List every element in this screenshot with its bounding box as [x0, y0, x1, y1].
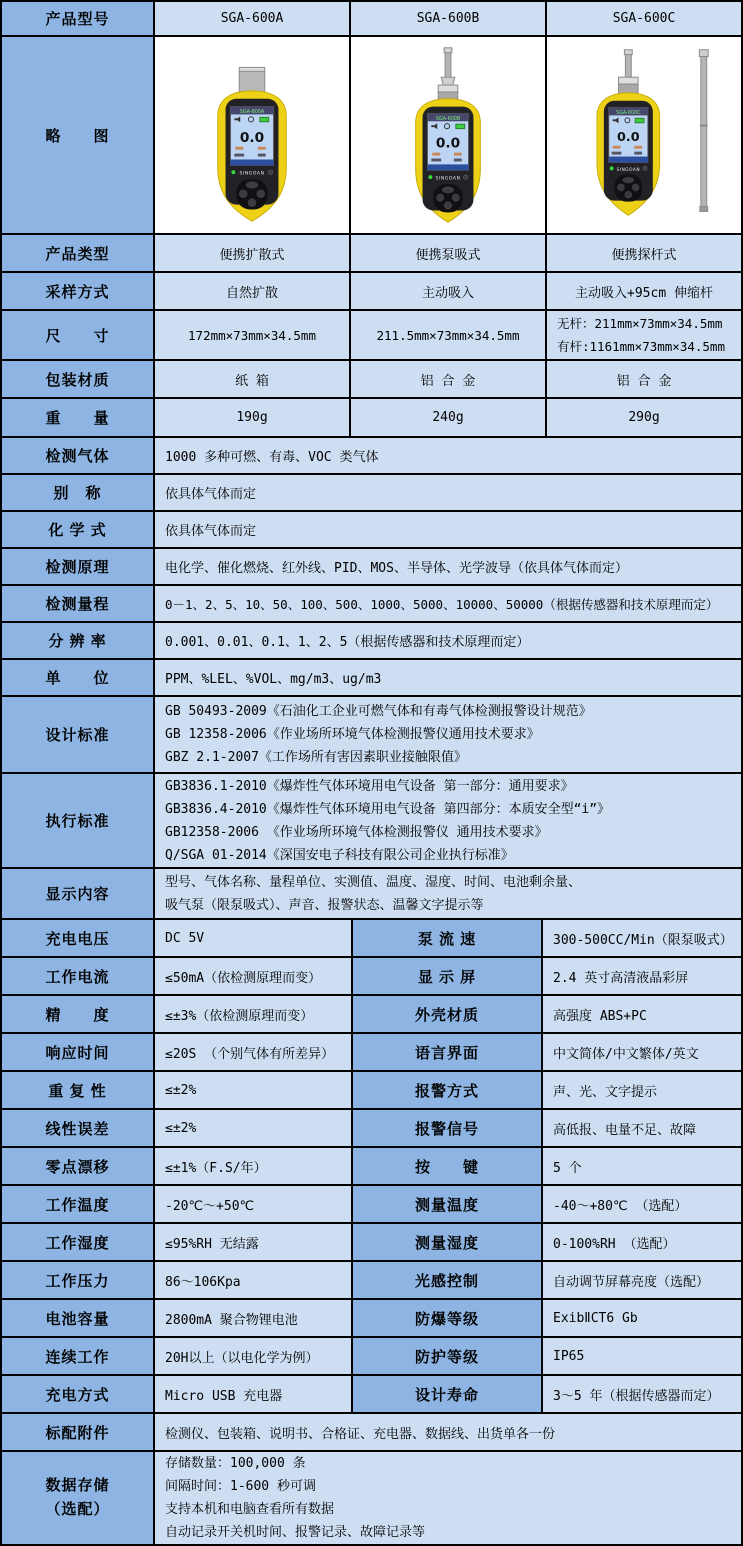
type-c: 便携探杆式: [547, 235, 741, 273]
product-photo-sga-600c: [547, 37, 741, 235]
charge-voltage-label: 充电电压: [2, 920, 155, 958]
language-value: 中文简体/中文繁体/英文: [543, 1034, 741, 1072]
design-standard-line1: GB 50493-2009《石油化工企业可燃气体和有毒气体检测报警设计规范》: [165, 704, 592, 719]
gas-row-value: 1000 多种可燃、有毒、VOC 类气体: [155, 438, 741, 475]
type-b: 便携泵吸式: [351, 235, 547, 273]
brand-text: SINGOAN: [239, 171, 265, 177]
exec-standard-line4: Q/SGA 01-2014《深国安电子科技有限公司企业执行标准》: [165, 847, 514, 863]
buttons-label: 按 键: [353, 1148, 543, 1186]
model-sga-600c: SGA-600C: [547, 2, 741, 37]
charge-voltage-value: DC 5V: [155, 920, 353, 958]
light-control-value: 自动调节屏幕亮度（选配）: [543, 1262, 741, 1300]
display-content-label: 显示内容: [2, 869, 155, 920]
brand-text: SINGOAN: [616, 167, 641, 173]
measure-temp-label: 测量温度: [353, 1186, 543, 1224]
response-time-label: 响应时间: [2, 1034, 155, 1072]
model-sga-600b: SGA-600B: [351, 2, 547, 37]
display-content-value: [155, 869, 741, 920]
formula-row-label: 化 学 式: [2, 512, 155, 549]
protection-grade-label: 防护等级: [353, 1338, 543, 1376]
design-life-label: 设计寿命: [353, 1376, 543, 1414]
data-storage-value: [155, 1452, 741, 1544]
alarm-mode-label: 报警方式: [353, 1072, 543, 1110]
gas-row-label: 检测气体: [2, 438, 155, 475]
sampling-c: 主动吸入+95cm 伸缩杆: [547, 273, 741, 311]
type-row-label: 产品类型: [2, 235, 155, 273]
pump-flow-value: 300-500CC/Min（限泵吸式）: [543, 920, 741, 958]
brand-text: SINGOAN: [435, 176, 461, 182]
screen-reading: 0.0: [435, 135, 461, 152]
package-b: 铝 合 金: [351, 361, 547, 399]
measure-temp-value: -40～+80℃ （选配）: [543, 1186, 741, 1224]
range-row-value: 0－1、2、5、10、50、100、500、1000、5000、10000、50000（根据传感器和技术原理而定）: [155, 586, 741, 623]
size-a: 172mm×73mm×34.5mm: [155, 311, 351, 361]
model-sga-600a: SGA-600A: [155, 2, 351, 37]
product-photo-sga-600b: [351, 37, 547, 235]
accessories-value: 检测仪、包装箱、说明书、合格证、充电器、数据线、出货单各一份: [155, 1414, 741, 1452]
linearity-error-value: ≤±2%: [155, 1110, 353, 1148]
design-standard-label: 设计标准: [2, 697, 155, 774]
language-label: 语言界面: [353, 1034, 543, 1072]
continuous-work-value: 20H以上（以电化学为例）: [155, 1338, 353, 1376]
package-c: 铝 合 金: [547, 361, 741, 399]
screen-reading: 0.0: [239, 129, 265, 146]
linearity-error-label: 线性误差: [2, 1110, 155, 1148]
repeatability-label: 重 复 性: [2, 1072, 155, 1110]
package-row-label: 包装材质: [2, 361, 155, 399]
screen-model-text: SGA-600B: [435, 115, 461, 122]
charging-method-value: Micro USB 充电器: [155, 1376, 353, 1414]
gas-detector-pump-illustration: [351, 38, 545, 232]
display-content-line1: 型号、气体名称、量程单位、实测值、温度、湿度、时间、电池剩余量、: [165, 874, 582, 890]
charging-method-label: 充电方式: [2, 1376, 155, 1414]
light-control-label: 光感控制: [353, 1262, 543, 1300]
battery-capacity-value: 2800mA 聚合物锂电池: [155, 1300, 353, 1338]
exec-standard-line1: GB3836.1-2010《爆炸性气体环境用电气设备 第一部分：通用要求》: [165, 778, 574, 794]
unit-row-value: PPM、%LEL、%VOL、mg/m3、ug/m3: [155, 660, 741, 697]
alias-row-label: 别 称: [2, 475, 155, 512]
sketch-row-label: 略 图: [2, 37, 155, 235]
data-storage-label-line2: （选配）: [45, 1501, 110, 1518]
package-a: 纸 箱: [155, 361, 351, 399]
data-storage-line3: 支持本机和电脑查看所有数据: [165, 1502, 335, 1517]
size-row-label: 尺 寸: [2, 311, 155, 361]
display-screen-label: 显 示 屏: [353, 958, 543, 996]
alarm-mode-value: 声、光、文字提示: [543, 1072, 741, 1110]
working-pressure-label: 工作压力: [2, 1262, 155, 1300]
range-row-label: 检测量程: [2, 586, 155, 623]
exec-standard-line2: GB3836.4-2010《爆炸性气体环境用电气设备 第四部分：本质安全型“i”》: [165, 801, 611, 817]
screen-reading: 0.0: [617, 129, 640, 145]
design-standard-value: [155, 697, 741, 774]
weight-b: 240g: [351, 399, 547, 438]
zero-drift-value: ≤±1%（F.S/年）: [155, 1148, 353, 1186]
size-c: [547, 311, 741, 361]
battery-capacity-label: 电池容量: [2, 1300, 155, 1338]
weight-c: 290g: [547, 399, 741, 438]
weight-a: 190g: [155, 399, 351, 438]
size-b: 211.5mm×73mm×34.5mm: [351, 311, 547, 361]
design-standard-line2: GB 12358-2006《作业场所环境气体检测报警仪通用技术要求》: [165, 727, 540, 742]
continuous-work-label: 连续工作: [2, 1338, 155, 1376]
design-standard-line3: GBZ 2.1-2007《工作场所有害因素职业接触限值》: [165, 750, 467, 765]
working-current-label: 工作电流: [2, 958, 155, 996]
display-content-line2: 吸气泵（限泵吸式）、声音、报警状态、温馨文字提示等: [165, 897, 484, 913]
alarm-signal-value: 高低报、电量不足、故障: [543, 1110, 741, 1148]
data-storage-line1: 存储数量：100,000 条: [165, 1456, 306, 1471]
formula-row-value: 依具体气体而定: [155, 512, 741, 549]
working-current-value: ≤50mA（依检测原理而变）: [155, 958, 353, 996]
unit-row-label: 单 位: [2, 660, 155, 697]
working-temp-value: -20℃～+50℃: [155, 1186, 353, 1224]
working-humidity-label: 工作湿度: [2, 1224, 155, 1262]
accuracy-value: ≤±3%（依检测原理而变）: [155, 996, 353, 1034]
data-storage-label-line1: 数据存储: [45, 1477, 110, 1494]
screen-model-text: SGA-600C: [616, 109, 641, 116]
protection-grade-value: IP65: [543, 1338, 741, 1376]
data-storage-line4: 自动记录开关机时间、报警记录、故障记录等: [165, 1525, 426, 1540]
gas-detector-diffusion-illustration: [155, 38, 349, 232]
principle-row-label: 检测原理: [2, 549, 155, 586]
working-temp-label: 工作温度: [2, 1186, 155, 1224]
working-pressure-value: 86～106Kpa: [155, 1262, 353, 1300]
accuracy-label: 精 度: [2, 996, 155, 1034]
alias-row-value: 依具体气体而定: [155, 475, 741, 512]
response-time-value: ≤20S （个别气体有所差异）: [155, 1034, 353, 1072]
data-storage-label: [2, 1452, 155, 1544]
sampling-row-label: 采样方式: [2, 273, 155, 311]
buttons-value: 5 个: [543, 1148, 741, 1186]
design-life-value: 3～5 年（根据传感器而定）: [543, 1376, 741, 1414]
type-a: 便携扩散式: [155, 235, 351, 273]
principle-row-value: 电化学、催化燃烧、红外线、PID、MOS、半导体、光学波导（依具体气体而定）: [155, 549, 741, 586]
display-screen-value: 2.4 英寸高清液晶彩屏: [543, 958, 741, 996]
alarm-signal-label: 报警信号: [353, 1110, 543, 1148]
sampling-b: 主动吸入: [351, 273, 547, 311]
repeatability-value: ≤±2%: [155, 1072, 353, 1110]
screen-model-text: SGA-600A: [239, 108, 265, 115]
accessories-label: 标配附件: [2, 1414, 155, 1452]
explosion-proof-value: ExibⅡCT6 Gb: [543, 1300, 741, 1338]
exec-standard-line3: GB12358-2006 《作业场所环境气体检测报警仪 通用技术要求》: [165, 824, 548, 840]
shell-material-label: 外壳材质: [353, 996, 543, 1034]
model-row-label: 产品型号: [2, 2, 155, 37]
data-storage-line2: 间隔时间：1-600 秒可调: [165, 1479, 316, 1494]
pump-flow-label: 泵 流 速: [353, 920, 543, 958]
explosion-proof-label: 防爆等级: [353, 1300, 543, 1338]
exec-standard-value: [155, 774, 741, 869]
resolution-row-value: 0.001、0.01、0.1、1、2、5（根据传感器和技术原理而定）: [155, 623, 741, 660]
sampling-a: 自然扩散: [155, 273, 351, 311]
product-photo-sga-600a: [155, 37, 351, 235]
working-humidity-value: ≤95%RH 无结露: [155, 1224, 353, 1262]
size-c-line1: 无杆：211mm×73mm×34.5mm: [557, 316, 723, 331]
exec-standard-label: 执行标准: [2, 774, 155, 869]
measure-humidity-label: 测量湿度: [353, 1224, 543, 1262]
measure-humidity-value: 0-100%RH （选配）: [543, 1224, 741, 1262]
resolution-row-label: 分 辨 率: [2, 623, 155, 660]
weight-row-label: 重 量: [2, 399, 155, 438]
size-c-line2: 有杆:1161mm×73mm×34.5mm: [557, 339, 725, 354]
shell-material-value: 高强度 ABS+PC: [543, 996, 741, 1034]
gas-detector-probe-illustration: [547, 38, 741, 232]
zero-drift-label: 零点漂移: [2, 1148, 155, 1186]
